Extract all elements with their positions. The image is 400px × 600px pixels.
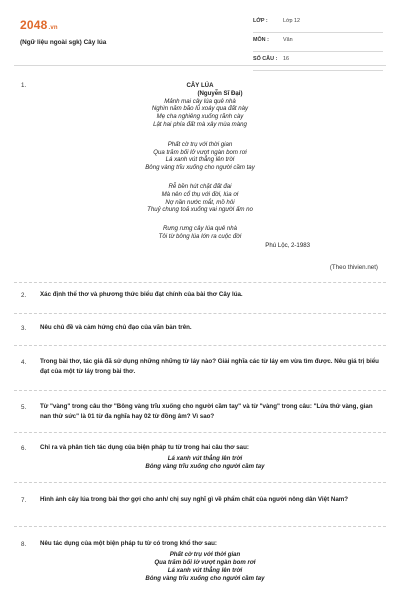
poem-line: Rưng rưng cây lúa quê nhà xyxy=(162,225,238,233)
verse-line: Phất cờ trụ với thời gian xyxy=(169,551,241,558)
meta-label: SỐ CÂU : xyxy=(253,56,278,62)
question-number: 7. xyxy=(21,497,27,504)
question-divider xyxy=(14,282,386,283)
meta-value: Văn xyxy=(283,37,293,43)
poem-stanza-3 xyxy=(100,183,300,214)
meta-label: MÔN : xyxy=(253,37,269,43)
poem-title: CÂY LÚA xyxy=(186,82,214,89)
question-divider xyxy=(14,390,386,391)
logo-suffix: .vn xyxy=(48,25,58,31)
meta-label: LỚP : xyxy=(253,18,268,24)
poem-date: Phú Lộc, 2-1983 xyxy=(265,241,310,249)
poem-line: Lá xanh vút thẳng lên trời xyxy=(165,156,235,164)
poem-line: Mảnh mai cây lúa quê nhà xyxy=(164,97,236,105)
verse-line: Lá xanh vút thẳng lên trời xyxy=(167,567,243,574)
poem-line: Nghìn năm bão lũ xoáy qua đất này xyxy=(151,105,249,113)
question-divider xyxy=(14,526,386,527)
question-divider xyxy=(14,313,386,314)
meta-row-class xyxy=(253,14,383,33)
logo-text: 2048 xyxy=(20,18,48,32)
poem-source: (Theo thivien.net) xyxy=(329,264,378,271)
document-title: (Ngữ liệu ngoài sgk) Cây lúa xyxy=(20,39,107,46)
question-divider xyxy=(14,482,386,483)
verse-line: Qua trăm bối lở vượt ngàn bom rơi xyxy=(154,559,256,566)
meta-row-question-count xyxy=(253,52,383,71)
poem-line: Mà nên cổ thụ với đời, lúa ơi xyxy=(161,190,239,198)
poem-line: Nợ nần nước mắt, mồ hôi xyxy=(165,198,235,206)
question-number: 1. xyxy=(21,82,27,89)
poem-stanza-4 xyxy=(100,225,300,241)
quoted-verse xyxy=(120,551,290,583)
meta-value: Lớp 12 xyxy=(283,18,301,24)
question-number: 2. xyxy=(21,292,27,299)
meta-row-subject xyxy=(253,33,383,52)
question-text: Từ "vàng" trong câu thơ "Bông vàng trĩu xuống cho người cầm tay" và từ "vàng" trong câu: "Lửa thử vàng, gian nan thử sức" là 01 từ đa nghĩa hay 02 từ đồng âm? Vì sao? xyxy=(40,403,373,420)
poem-line: Rễ bền hút chặt đất đai xyxy=(168,182,232,190)
question-text: Trong bài thơ, tác giả đã sử dụng những những từ láy nào? Giải nghĩa các từ láy em vừa tìm được. Nêu giá trị biểu đạt của một từ láy trong bài thơ. xyxy=(40,358,379,375)
question-divider xyxy=(14,432,386,433)
verse-line: Bông vàng trĩu xuống cho người cầm tay xyxy=(145,575,265,582)
question-text: Nêu tác dụng của một biện pháp tu từ có trong khổ thơ sau: xyxy=(40,540,217,547)
poem-line: Mẹ cha nghiêng xuống rãnh cày xyxy=(156,113,244,121)
site-logo[interactable] xyxy=(20,18,58,32)
poem-line: Phất cờ trụ với thời gian xyxy=(167,140,233,148)
poem-line: Tôi từ bông lúa lớn ra cuộc đời xyxy=(158,232,242,240)
question-divider xyxy=(14,345,386,346)
poem-line: Thuỷ chung toả xuống vai người ấm no xyxy=(147,206,253,214)
quoted-verse xyxy=(120,455,290,471)
question-number: 5. xyxy=(21,404,27,411)
verse-line: Bông vàng trĩu xuống cho người cầm tay xyxy=(145,463,265,470)
question-number: 8. xyxy=(21,541,27,548)
question-text: Xác định thể thơ và phương thức biểu đạt chính của bài thơ Cây lúa. xyxy=(40,291,243,298)
poem-stanza-2 xyxy=(100,141,300,172)
question-text: Nêu chủ đề và cảm hứng chủ đạo của văn bản trên. xyxy=(40,324,192,331)
poem-stanza-1 xyxy=(100,98,300,129)
poem-line: Qua trăm bối lở vượt ngàn bom rơi xyxy=(153,148,247,156)
question-text: Chỉ ra và phân tích tác dụng của biện pháp tu từ trong hai câu thơ sau: xyxy=(40,444,249,451)
question-number: 6. xyxy=(21,445,27,452)
question-number: 4. xyxy=(21,359,27,366)
meta-value: 16 xyxy=(283,56,289,62)
poem-author: (Nguyễn Sĩ Đại) xyxy=(197,89,243,97)
verse-line: Lá xanh vút thẳng lên trời xyxy=(167,455,243,462)
question-number: 3. xyxy=(21,325,27,332)
poem-line: Lật hai phía đất mà xây mùa màng xyxy=(153,120,247,128)
poem-line: Bông vàng trĩu xuống cho người cầm tay xyxy=(145,164,255,172)
question-text: Hình ảnh cây lúa trong bài thơ gợi cho anh/ chị suy nghĩ gì về phẩm chất của người nông dân Việt Nam? xyxy=(40,496,349,503)
meta-info xyxy=(253,14,383,71)
header-divider xyxy=(14,65,386,66)
poem xyxy=(100,82,310,250)
